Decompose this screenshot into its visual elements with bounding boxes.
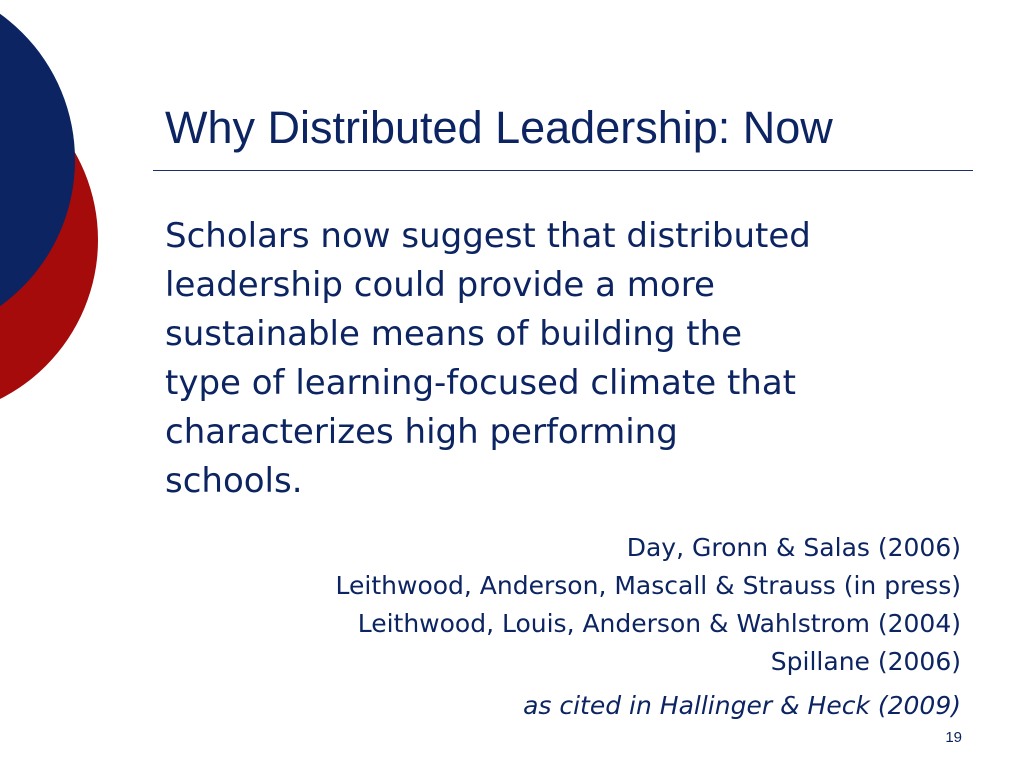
decorative-circles bbox=[0, 0, 110, 420]
title-divider bbox=[153, 170, 973, 171]
citation-line: Spillane (2006) bbox=[770, 647, 961, 676]
slide-title: Why Distributed Leadership: Now bbox=[165, 102, 833, 153]
citation-line: Day, Gronn & Salas (2006) bbox=[626, 533, 961, 562]
page-number: 19 bbox=[945, 729, 962, 746]
citation-line: Leithwood, Louis, Anderson & Wahlstrom (2004) bbox=[357, 609, 961, 638]
cited-in-note: as cited in Hallinger & Heck (2009) bbox=[523, 691, 961, 720]
citations-block bbox=[141, 529, 961, 725]
body-paragraph: Scholars now suggest that distributed leadership could provide a more sustainable means of building the type of learning-focused climate that characterizes high performing schools. bbox=[165, 216, 811, 501]
citation-line: Leithwood, Anderson, Mascall & Strauss (in press) bbox=[335, 571, 961, 600]
